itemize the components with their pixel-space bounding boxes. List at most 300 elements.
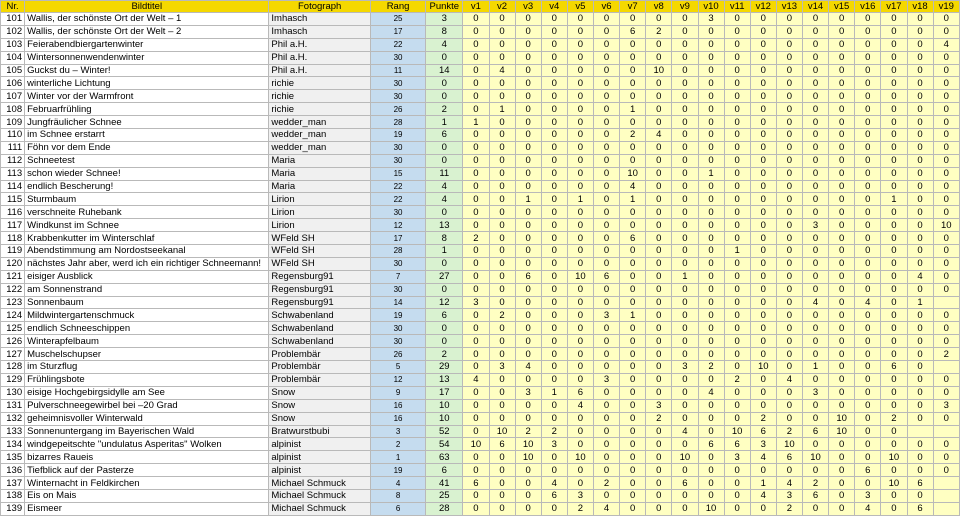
cell-vote[interactable]: 0 [907,13,933,26]
cell-vote[interactable]: 0 [698,180,724,193]
cell-vote[interactable] [933,361,959,374]
cell-fotograph[interactable]: richie [269,77,371,90]
cell-vote[interactable]: 0 [620,451,646,464]
cell-vote[interactable]: 0 [933,129,959,142]
cell-vote[interactable]: 0 [594,77,620,90]
cell-vote[interactable]: 0 [776,141,802,154]
cell-vote[interactable]: 0 [646,103,672,116]
cell-vote[interactable]: 0 [724,38,750,51]
cell-vote[interactable]: 0 [463,25,489,38]
cell-vote[interactable]: 0 [672,116,698,129]
cell-vote[interactable]: 0 [829,399,855,412]
cell-vote[interactable]: 0 [594,154,620,167]
cell-vote[interactable]: 0 [567,309,593,322]
cell-vote[interactable]: 4 [907,270,933,283]
cell-fotograph[interactable]: wedder_man [269,116,371,129]
cell-vote[interactable]: 0 [463,51,489,64]
cell-vote[interactable]: 0 [829,322,855,335]
cell-vote[interactable]: 0 [672,283,698,296]
cell-vote[interactable]: 3 [646,399,672,412]
table-row[interactable] [1,412,960,425]
cell-vote[interactable]: 0 [646,322,672,335]
cell-vote[interactable]: 0 [881,116,907,129]
cell-vote[interactable]: 0 [698,373,724,386]
cell-punkte[interactable]: 0 [426,257,463,270]
cell-vote[interactable]: 0 [646,361,672,374]
cell-vote[interactable]: 0 [933,335,959,348]
cell-vote[interactable]: 0 [724,167,750,180]
cell-vote[interactable]: 0 [594,13,620,26]
table-row[interactable] [1,309,960,322]
cell-vote[interactable]: 10 [829,412,855,425]
cell-nr[interactable]: 111 [1,141,25,154]
cell-punkte[interactable]: 6 [426,309,463,322]
cell-fotograph[interactable]: Problembär [269,361,371,374]
cell-vote[interactable]: 0 [515,38,541,51]
cell-rang[interactable]: 1 [370,451,425,464]
header-v15[interactable]: v15 [829,1,855,13]
cell-vote[interactable]: 6 [855,464,881,477]
cell-vote[interactable]: 0 [829,116,855,129]
cell-vote[interactable]: 3 [567,489,593,502]
cell-vote[interactable]: 0 [620,412,646,425]
cell-vote[interactable]: 0 [515,64,541,77]
cell-vote[interactable]: 6 [803,425,829,438]
cell-vote[interactable]: 0 [672,51,698,64]
cell-fotograph[interactable]: Phil a.H. [269,51,371,64]
cell-vote[interactable]: 4 [515,361,541,374]
table-row[interactable] [1,489,960,502]
table-row[interactable] [1,502,960,515]
cell-vote[interactable]: 0 [515,51,541,64]
cell-vote[interactable]: 0 [698,348,724,361]
cell-vote[interactable]: 4 [776,373,802,386]
cell-nr[interactable]: 125 [1,322,25,335]
cell-vote[interactable]: 0 [750,129,776,142]
cell-nr[interactable]: 109 [1,116,25,129]
cell-vote[interactable]: 0 [646,451,672,464]
cell-bildtitel[interactable]: Tiefblick auf der Pasterze [25,464,269,477]
cell-vote[interactable]: 0 [646,141,672,154]
cell-rang[interactable]: 28 [370,245,425,258]
cell-vote[interactable]: 0 [803,335,829,348]
cell-bildtitel[interactable]: Winter vor der Warmfront [25,90,269,103]
cell-rang[interactable]: 3 [370,425,425,438]
cell-vote[interactable]: 0 [907,77,933,90]
cell-nr[interactable]: 118 [1,232,25,245]
cell-nr[interactable]: 119 [1,245,25,258]
cell-bildtitel[interactable]: Wintersonnenwendenwinter [25,51,269,64]
cell-bildtitel[interactable]: Wallis, der schönste Ort der Welt – 2 [25,25,269,38]
table-row[interactable] [1,270,960,283]
cell-vote[interactable]: 0 [881,373,907,386]
cell-vote[interactable]: 0 [776,25,802,38]
cell-vote[interactable]: 0 [724,335,750,348]
cell-vote[interactable]: 0 [907,25,933,38]
cell-vote[interactable]: 0 [907,464,933,477]
cell-vote[interactable]: 0 [620,154,646,167]
cell-vote[interactable]: 6 [567,386,593,399]
cell-vote[interactable]: 0 [541,245,567,258]
cell-vote[interactable]: 0 [620,361,646,374]
cell-vote[interactable]: 0 [489,154,515,167]
cell-vote[interactable]: 6 [724,438,750,451]
cell-rang[interactable]: 8 [370,489,425,502]
cell-vote[interactable] [933,489,959,502]
table-row[interactable] [1,90,960,103]
cell-vote[interactable]: 0 [803,180,829,193]
cell-vote[interactable]: 0 [829,38,855,51]
cell-vote[interactable]: 0 [620,257,646,270]
cell-vote[interactable]: 0 [829,296,855,309]
table-row[interactable] [1,322,960,335]
cell-vote[interactable]: 0 [489,322,515,335]
header-v19[interactable]: v19 [933,1,959,13]
cell-nr[interactable]: 114 [1,180,25,193]
cell-punkte[interactable]: 17 [426,386,463,399]
cell-rang[interactable]: 16 [370,412,425,425]
header-v18[interactable]: v18 [907,1,933,13]
cell-vote[interactable]: 0 [881,386,907,399]
cell-vote[interactable]: 0 [803,90,829,103]
cell-vote[interactable]: 0 [907,206,933,219]
cell-vote[interactable]: 4 [620,180,646,193]
table-row[interactable] [1,361,960,374]
cell-vote[interactable]: 1 [724,245,750,258]
cell-vote[interactable]: 0 [594,438,620,451]
cell-vote[interactable]: 0 [672,90,698,103]
cell-vote[interactable]: 0 [907,309,933,322]
cell-vote[interactable]: 0 [594,167,620,180]
cell-vote[interactable]: 6 [541,489,567,502]
cell-vote[interactable]: 0 [594,25,620,38]
cell-vote[interactable]: 0 [620,64,646,77]
cell-vote[interactable]: 0 [646,116,672,129]
cell-vote[interactable]: 0 [750,335,776,348]
cell-vote[interactable]: 0 [907,245,933,258]
cell-vote[interactable]: 0 [750,232,776,245]
cell-rang[interactable]: 11 [370,64,425,77]
cell-vote[interactable]: 0 [776,386,802,399]
header-v10[interactable]: v10 [698,1,724,13]
cell-vote[interactable]: 0 [881,399,907,412]
cell-bildtitel[interactable]: im Sturzflug [25,361,269,374]
cell-vote[interactable]: 0 [463,154,489,167]
cell-vote[interactable]: 0 [907,167,933,180]
cell-vote[interactable]: 0 [855,438,881,451]
cell-vote[interactable]: 0 [672,245,698,258]
cell-vote[interactable]: 0 [750,25,776,38]
cell-vote[interactable]: 0 [541,296,567,309]
cell-bildtitel[interactable]: Muschelschupser [25,348,269,361]
cell-punkte[interactable]: 28 [426,502,463,515]
cell-vote[interactable]: 0 [855,425,881,438]
cell-vote[interactable]: 0 [855,167,881,180]
cell-nr[interactable]: 115 [1,193,25,206]
cell-bildtitel[interactable]: Wallis, der schönste Ort der Welt – 1 [25,13,269,26]
cell-vote[interactable]: 0 [776,90,802,103]
cell-vote[interactable]: 0 [776,13,802,26]
cell-vote[interactable]: 0 [907,386,933,399]
cell-vote[interactable]: 0 [567,464,593,477]
cell-vote[interactable]: 0 [750,103,776,116]
cell-vote[interactable]: 2 [489,309,515,322]
header-v9[interactable]: v9 [672,1,698,13]
cell-vote[interactable]: 0 [933,90,959,103]
cell-vote[interactable]: 1 [698,167,724,180]
cell-bildtitel[interactable]: Schneetest [25,154,269,167]
cell-vote[interactable]: 0 [724,296,750,309]
cell-vote[interactable]: 0 [698,322,724,335]
cell-fotograph[interactable]: Maria [269,167,371,180]
cell-vote[interactable]: 0 [776,257,802,270]
cell-vote[interactable]: 0 [463,502,489,515]
cell-vote[interactable]: 0 [698,283,724,296]
cell-vote[interactable]: 0 [515,502,541,515]
cell-vote[interactable]: 0 [698,51,724,64]
cell-vote[interactable]: 0 [933,77,959,90]
cell-vote[interactable]: 0 [803,51,829,64]
cell-rang[interactable]: 7 [370,270,425,283]
cell-vote[interactable]: 0 [463,77,489,90]
cell-vote[interactable]: 0 [463,180,489,193]
cell-vote[interactable]: 0 [541,13,567,26]
cell-bildtitel[interactable]: Winterapfelbaum [25,335,269,348]
cell-vote[interactable]: 0 [489,206,515,219]
cell-vote[interactable]: 10 [567,270,593,283]
cell-vote[interactable]: 0 [698,219,724,232]
cell-punkte[interactable]: 2 [426,348,463,361]
cell-vote[interactable]: 0 [933,270,959,283]
cell-vote[interactable]: 0 [541,180,567,193]
cell-vote[interactable]: 0 [933,412,959,425]
cell-vote[interactable]: 0 [724,257,750,270]
cell-vote[interactable]: 0 [594,219,620,232]
cell-vote[interactable]: 0 [881,438,907,451]
cell-vote[interactable]: 6 [672,477,698,490]
cell-vote[interactable]: 0 [907,180,933,193]
cell-fotograph[interactable]: Maria [269,154,371,167]
cell-vote[interactable]: 6 [881,361,907,374]
cell-nr[interactable]: 129 [1,373,25,386]
cell-vote[interactable]: 0 [829,193,855,206]
cell-vote[interactable]: 1 [489,103,515,116]
cell-vote[interactable]: 10 [750,361,776,374]
cell-vote[interactable]: 0 [672,167,698,180]
cell-vote[interactable]: 0 [646,386,672,399]
cell-vote[interactable]: 0 [881,180,907,193]
header-v12[interactable]: v12 [750,1,776,13]
cell-punkte[interactable]: 0 [426,141,463,154]
cell-vote[interactable]: 0 [698,64,724,77]
table-row[interactable] [1,232,960,245]
cell-vote[interactable]: 3 [515,386,541,399]
cell-bildtitel[interactable]: Sonnenuntergang im Bayerischen Wald [25,425,269,438]
cell-fotograph[interactable]: Imhasch [269,13,371,26]
cell-vote[interactable]: 0 [881,90,907,103]
cell-vote[interactable]: 0 [515,103,541,116]
cell-vote[interactable]: 0 [750,90,776,103]
cell-punkte[interactable]: 0 [426,51,463,64]
cell-vote[interactable]: 0 [933,451,959,464]
cell-vote[interactable]: 0 [855,477,881,490]
cell-vote[interactable]: 0 [750,180,776,193]
cell-vote[interactable]: 0 [855,77,881,90]
cell-vote[interactable]: 10 [881,477,907,490]
cell-fotograph[interactable]: wedder_man [269,141,371,154]
cell-vote[interactable]: 0 [463,322,489,335]
cell-vote[interactable]: 0 [803,502,829,515]
cell-fotograph[interactable]: Michael Schmuck [269,477,371,490]
cell-vote[interactable]: 4 [541,477,567,490]
cell-nr[interactable]: 103 [1,38,25,51]
cell-vote[interactable]: 0 [698,425,724,438]
cell-vote[interactable]: 0 [724,116,750,129]
cell-vote[interactable]: 0 [594,193,620,206]
cell-vote[interactable]: 0 [541,103,567,116]
table-row[interactable] [1,386,960,399]
cell-vote[interactable]: 3 [541,438,567,451]
cell-vote[interactable]: 0 [829,64,855,77]
cell-fotograph[interactable]: Regensburg91 [269,270,371,283]
cell-vote[interactable]: 0 [463,386,489,399]
cell-vote[interactable]: 0 [855,51,881,64]
cell-rang[interactable]: 22 [370,180,425,193]
cell-vote[interactable]: 0 [698,296,724,309]
cell-vote[interactable]: 0 [881,103,907,116]
table-row[interactable] [1,116,960,129]
cell-punkte[interactable]: 54 [426,438,463,451]
cell-vote[interactable]: 0 [541,90,567,103]
cell-vote[interactable]: 0 [698,129,724,142]
cell-vote[interactable]: 0 [672,77,698,90]
cell-vote[interactable]: 0 [803,257,829,270]
cell-vote[interactable]: 0 [724,270,750,283]
cell-vote[interactable]: 0 [463,219,489,232]
cell-vote[interactable]: 0 [855,25,881,38]
cell-vote[interactable]: 0 [803,13,829,26]
cell-vote[interactable]: 2 [750,412,776,425]
cell-vote[interactable]: 0 [750,13,776,26]
cell-vote[interactable]: 0 [933,373,959,386]
cell-vote[interactable]: 0 [724,309,750,322]
cell-vote[interactable]: 0 [672,257,698,270]
cell-vote[interactable]: 0 [855,399,881,412]
cell-vote[interactable]: 2 [646,25,672,38]
cell-vote[interactable]: 0 [750,270,776,283]
cell-fotograph[interactable]: WFeld SH [269,257,371,270]
header-v7[interactable]: v7 [620,1,646,13]
cell-punkte[interactable]: 6 [426,464,463,477]
cell-vote[interactable]: 0 [463,90,489,103]
cell-vote[interactable]: 0 [541,361,567,374]
cell-vote[interactable]: 0 [881,38,907,51]
cell-vote[interactable]: 0 [724,51,750,64]
cell-vote[interactable]: 0 [672,502,698,515]
cell-vote[interactable]: 0 [515,141,541,154]
cell-vote[interactable]: 0 [933,141,959,154]
cell-rang[interactable]: 19 [370,309,425,322]
cell-vote[interactable]: 0 [724,386,750,399]
cell-vote[interactable]: 0 [881,257,907,270]
cell-vote[interactable]: 0 [541,257,567,270]
cell-vote[interactable]: 0 [620,116,646,129]
cell-bildtitel[interactable]: windgepeitschte "undulatus Asperitas" Wolken [25,438,269,451]
cell-vote[interactable]: 0 [594,283,620,296]
cell-vote[interactable]: 0 [567,335,593,348]
cell-punkte[interactable]: 41 [426,477,463,490]
cell-vote[interactable]: 0 [881,64,907,77]
cell-vote[interactable]: 0 [829,154,855,167]
cell-vote[interactable]: 0 [646,309,672,322]
cell-punkte[interactable]: 0 [426,206,463,219]
cell-vote[interactable]: 4 [567,399,593,412]
cell-vote[interactable]: 0 [594,103,620,116]
cell-bildtitel[interactable]: am Sonnenstrand [25,283,269,296]
cell-vote[interactable]: 2 [567,502,593,515]
cell-fotograph[interactable]: Lirion [269,206,371,219]
cell-vote[interactable]: 0 [646,154,672,167]
cell-vote[interactable]: 0 [776,77,802,90]
cell-vote[interactable]: 0 [750,322,776,335]
cell-vote[interactable]: 0 [855,245,881,258]
cell-fotograph[interactable]: Schwabenland [269,335,371,348]
cell-bildtitel[interactable]: Föhn vor dem Ende [25,141,269,154]
cell-vote[interactable]: 0 [881,154,907,167]
cell-rang[interactable]: 14 [370,296,425,309]
cell-fotograph[interactable]: richie [269,103,371,116]
cell-vote[interactable]: 0 [567,245,593,258]
cell-rang[interactable]: 17 [370,25,425,38]
cell-rang[interactable]: 17 [370,232,425,245]
cell-vote[interactable]: 0 [698,399,724,412]
cell-nr[interactable]: 105 [1,64,25,77]
cell-vote[interactable]: 1 [541,386,567,399]
cell-vote[interactable]: 0 [672,38,698,51]
table-row[interactable] [1,464,960,477]
cell-rang[interactable]: 2 [370,438,425,451]
cell-vote[interactable]: 0 [776,322,802,335]
table-row[interactable] [1,477,960,490]
cell-punkte[interactable]: 29 [426,361,463,374]
cell-vote[interactable]: 4 [803,296,829,309]
cell-vote[interactable]: 3 [672,361,698,374]
cell-vote[interactable]: 0 [855,361,881,374]
cell-vote[interactable]: 2 [646,412,672,425]
cell-nr[interactable]: 106 [1,77,25,90]
cell-vote[interactable]: 0 [620,373,646,386]
cell-vote[interactable]: 0 [907,64,933,77]
cell-vote[interactable]: 0 [672,386,698,399]
cell-punkte[interactable]: 0 [426,322,463,335]
cell-vote[interactable]: 0 [803,103,829,116]
cell-vote[interactable]: 0 [646,77,672,90]
cell-rang[interactable]: 5 [370,361,425,374]
cell-bildtitel[interactable]: im Schnee erstarrt [25,129,269,142]
cell-vote[interactable]: 0 [620,348,646,361]
cell-vote[interactable]: 1 [567,193,593,206]
cell-vote[interactable]: 0 [489,232,515,245]
cell-vote[interactable]: 0 [594,90,620,103]
cell-vote[interactable]: 0 [594,116,620,129]
cell-vote[interactable]: 0 [672,335,698,348]
cell-punkte[interactable]: 8 [426,232,463,245]
cell-vote[interactable]: 0 [933,245,959,258]
cell-vote[interactable]: 0 [933,322,959,335]
cell-vote[interactable]: 0 [803,64,829,77]
cell-vote[interactable]: 0 [541,193,567,206]
cell-nr[interactable]: 127 [1,348,25,361]
